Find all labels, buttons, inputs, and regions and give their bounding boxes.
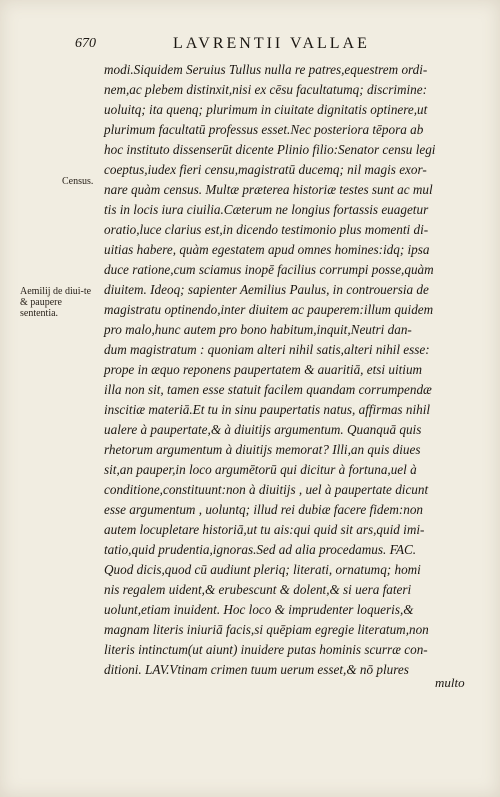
text-line: nis regalem uident,& erubescunt & dolent,& si uera fateri [104,582,412,597]
page-number: 670 [75,36,96,51]
text-line: esse argumentum , uoluntq; illud rei dubiæ facere fidem:non [104,502,424,517]
running-title: LAVRENTII VALLAE [173,35,370,52]
text-line: diuitem. Ideoq; sapienter Aemilius Paulus, in controuersia de [104,282,429,297]
text-line: modi.Siquidem Seruius Tullus nulla re patres,equestrem ordi- [104,62,428,77]
text-line: magistratu optinendo,inter diuitem ac pauperem:illum quidem [104,302,434,317]
text-line: tis in locis iura ciuilia.Cæterum ne longius fortassis euagetur [104,202,429,217]
text-line: dum magistratum : quoniam alteri nihil satis,alteri nihil esse: [104,342,430,357]
text-line: conditione,constituunt:non à diuitijs , uel à paupertate dicunt [104,482,429,497]
text-line: magnam literis iniuriā facis,si quēpiam egregie literatum,non [104,622,429,637]
text-line: duce ratione,cum sciamus inopē facilius corrumpi posse,quàm [104,262,434,277]
margin-note-aemilius: Aemilij de diui-te & paupere sententia. [20,286,92,319]
text-line: inscitiæ materiā.Et tu in sinu paupertatis natus, affirmas nihil [104,402,431,417]
text-line: pro malo,hunc autem pro bono habitum,inquit,Neutri dan- [104,322,412,337]
text-line: autem locupletare historiā,ut tu ais:qui quid sit ars,quid imi- [104,522,425,537]
text-line: ditioni. LAV.Vtinam crimen tuum uerum esset,& nō plures [104,662,409,677]
text-line: uitias habere, quàm egestatem apud omnes homines:idq; ipsa [104,242,430,257]
text-line: plurimum facultatū professus esset.Nec posteriora tēpora ab [104,122,424,137]
text-line: rhetorum argumentum à diuitijs memorat? Illi,an quis diues [104,442,421,457]
text-line: nem,ac plebem distinxit,nisi ex cēsu facultatumq; discrimine: [104,82,428,97]
text-line: oratio,luce clarius est,in dicendo testimonio plus momenti di- [104,222,429,237]
text-line: ualere à paupertate,& à diuitijs argumentum. Quanquā quis [104,422,422,437]
text-line: coeptus,iudex fieri censu,magistratū ducemq; nil magis exor- [104,162,427,177]
margin-note-census: Census. [62,176,94,187]
body-text [104,60,476,680]
text-line: literis intinctum(ut aiunt) inuidere putas hominis scurræ con- [104,642,428,657]
text-line: uoluitq; ita quenq; plurimum in ciuitate dignitatis optinere,ut [104,102,428,117]
text-line: tatio,quid prudentia,ignoras.Sed ad alia procedamus. FAC. [104,542,417,557]
text-line: uolunt,etiam inuident. Hoc loco & imprudenter loqueris,& [104,602,414,617]
text-line: prope in æquo reponens paupertatem & auaritiā, etsi uitium [104,362,423,377]
running-head [75,36,470,54]
text-line: hoc instituto dissenserūt dicente Plinio filio:Senator censu legi [104,142,436,157]
text-line: illa non sit, tamen esse statuit facilem quandam corrumpendæ [104,382,432,397]
text-line: nare quàm census. Multæ præterea historiæ testes sunt ac mul [104,182,433,197]
catchword: multo [435,675,465,690]
text-line: Quod dicis,quod cū audiunt pleriq; literati, ornatumq; homi [104,562,421,577]
text-line: sit,an pauper,in loco argumētorū qui dicitur à fortuna,uel à [104,462,417,477]
